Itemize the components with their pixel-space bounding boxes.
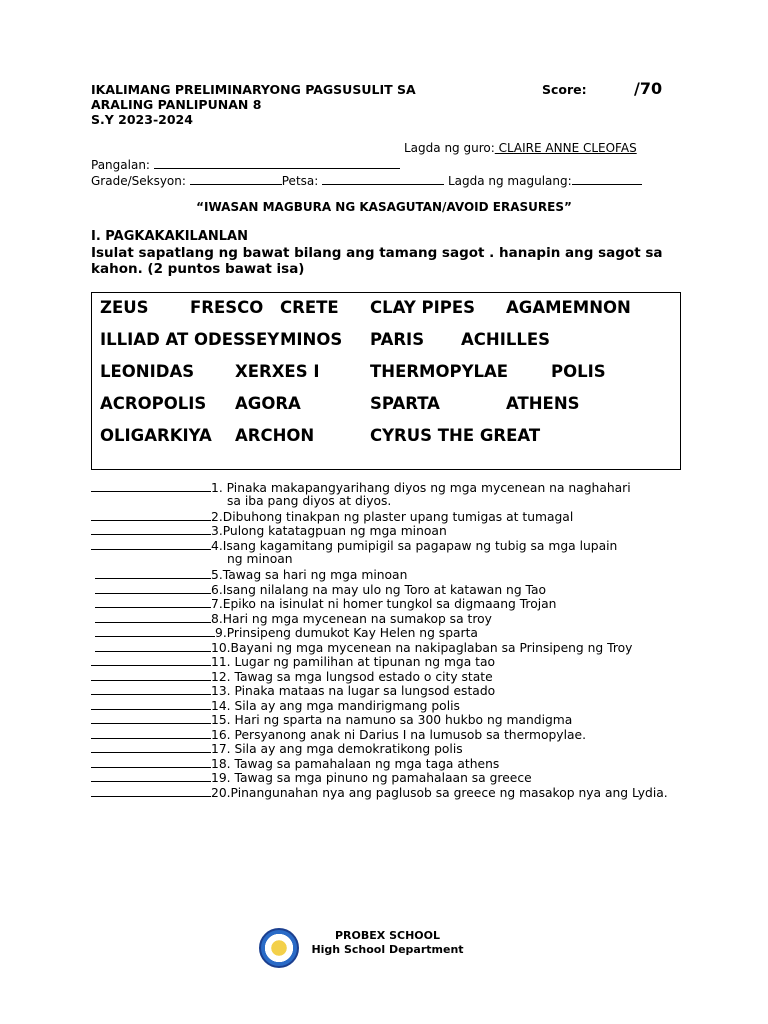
parent-label: Lagda ng magulang: <box>447 174 572 188</box>
question-item <box>91 480 631 495</box>
answer-blank[interactable] <box>91 712 211 724</box>
question-text: 10.Bayani ng mga mycenean na nakipaglaban sa Prinsipeng ng Troy <box>211 641 633 655</box>
answer-blank[interactable] <box>95 596 211 608</box>
answer-blank[interactable] <box>91 523 211 535</box>
word-bank-item: ACROPOLIS <box>100 394 207 413</box>
score-label: Score: <box>542 82 587 97</box>
answer-blank[interactable] <box>95 640 211 652</box>
word-bank-item: CLAY PIPES <box>370 298 475 317</box>
question-continuation: sa iba pang diyos at diyos. <box>227 494 392 508</box>
question-text: 8.Hari ng mga mycenean na sumakop sa troy <box>211 612 492 626</box>
word-bank-item: ACHILLES <box>461 330 551 349</box>
question-text: 3.Pulong katatagpuan ng mga minoan <box>211 524 447 538</box>
question-text: 13. Pinaka mataas na lugar sa lungsod estado <box>211 684 496 698</box>
question-continuation: ng minoan <box>227 552 293 566</box>
answer-blank[interactable] <box>91 509 211 521</box>
question-text: 7.Epiko na isinulat ni homer tungkol sa digmaang Trojan <box>211 597 557 611</box>
word-bank-item: PARIS <box>370 330 425 349</box>
answer-blank[interactable] <box>91 480 211 492</box>
question-text: 20.Pinangunahan nya ang paglusob sa greece ng masakop nya ang Lydia. <box>211 786 668 800</box>
question-item <box>91 727 586 742</box>
question-item <box>91 611 492 626</box>
teacher-name: CLAIRE ANNE CLEOFAS <box>494 141 637 155</box>
section-title: I. PAGKAKAKILANLAN <box>91 229 248 244</box>
question-text: 17. Sila ay ang mga demokratikong polis <box>211 742 463 756</box>
question-text: 12. Tawag sa mga lungsod estado o city state <box>211 670 493 684</box>
question-item <box>91 654 495 669</box>
answer-blank[interactable] <box>91 669 211 681</box>
grade-row <box>91 172 642 188</box>
word-bank-item: CYRUS THE GREAT <box>370 426 541 445</box>
question-item <box>91 770 532 785</box>
word-bank-item: MINOS <box>280 330 343 349</box>
question-item <box>91 567 407 582</box>
word-bank-item: AGORA <box>235 394 301 413</box>
question-text: 15. Hari ng sparta na namuno sa 300 hukbo ng mandigma <box>211 713 573 727</box>
exam-title-line2: ARALING PANLIPUNAN 8 <box>91 97 262 112</box>
question-text: 19. Tawag sa mga pinuno ng pamahalaan sa greece <box>211 771 532 785</box>
school-year: S.Y 2023-2024 <box>91 112 193 127</box>
word-bank-box <box>91 292 681 470</box>
answer-blank[interactable] <box>91 683 211 695</box>
answer-blank[interactable] <box>91 698 211 710</box>
question-item <box>91 582 546 597</box>
date-label: Petsa: <box>281 174 319 188</box>
answer-blank[interactable] <box>95 582 211 594</box>
answer-blank[interactable] <box>91 785 211 797</box>
question-text: 16. Persyanong anak ni Darius I na lumusob sa thermopylae. <box>211 728 586 742</box>
word-bank-item: CRETE <box>280 298 339 317</box>
question-item <box>91 523 447 538</box>
word-bank-item: THERMOPYLAE <box>370 362 509 381</box>
word-bank-item: ATHENS <box>506 394 580 413</box>
word-bank-item: FRESCO <box>190 298 264 317</box>
answer-blank[interactable] <box>95 611 211 623</box>
question-item <box>91 698 460 713</box>
teacher-label: Lagda ng guro: <box>404 141 495 155</box>
question-item <box>91 509 573 524</box>
question-item <box>91 538 617 553</box>
question-text: 18. Tawag sa pamahalaan ng mga taga athens <box>211 757 500 771</box>
question-item <box>91 785 668 800</box>
question-item <box>91 625 478 640</box>
answer-blank[interactable] <box>91 741 211 753</box>
answer-blank[interactable] <box>91 756 211 768</box>
instruction-line1: Isulat sapatlang ng bawat bilang ang tamang sagot . hanapin ang sagot sa <box>91 245 663 261</box>
question-item <box>91 712 572 727</box>
grade-label: Grade/Seksyon: <box>91 174 186 188</box>
question-text: 1. Pinaka makapangyarihang diyos ng mga mycenean na naghahari <box>211 481 631 495</box>
word-bank-item: ARCHON <box>235 426 315 445</box>
word-bank-item: ZEUS <box>100 298 149 317</box>
question-text: 9.Prinsipeng dumukot Kay Helen ng sparta <box>215 626 478 640</box>
exam-title-line1: IKALIMANG PRELIMINARYONG PAGSUSULIT SA <box>91 82 416 97</box>
word-bank-item: LEONIDAS <box>100 362 195 381</box>
parent-blank[interactable] <box>572 172 642 185</box>
question-item <box>91 741 463 756</box>
avoid-erasures-banner: “IWASAN MAGBURA NG KASAGUTAN/AVOID ERASURES” <box>196 200 572 214</box>
question-item <box>91 683 495 698</box>
word-bank-item: POLIS <box>551 362 606 381</box>
question-text: 5.Tawag sa hari ng mga minoan <box>211 568 408 582</box>
word-bank-item: OLIGARKIYA <box>100 426 212 445</box>
question-item <box>91 669 493 684</box>
name-label: Pangalan: <box>91 158 150 172</box>
answer-blank[interactable] <box>91 654 211 666</box>
school-name: PROBEX SCHOOL <box>334 929 440 942</box>
word-bank-item: AGAMEMNON <box>506 298 631 317</box>
answer-blank[interactable] <box>95 567 211 579</box>
question-item <box>91 640 632 655</box>
date-blank[interactable] <box>322 172 444 185</box>
word-bank-item: SPARTA <box>370 394 440 413</box>
word-bank-item: ILLIAD AT ODESSEY <box>100 330 280 349</box>
question-text: 11. Lugar ng pamilihan at tipunan ng mga tao <box>211 655 496 669</box>
department-name: High School Department <box>311 943 464 956</box>
question-text: 4.Isang kagamitang pumipigil sa pagapaw ng tubig sa mga lupain <box>211 539 618 553</box>
answer-blank[interactable] <box>95 625 215 637</box>
answer-blank[interactable] <box>91 770 211 782</box>
question-text: 6.Isang nilalang na may ulo ng Toro at katawan ng Tao <box>211 583 547 597</box>
word-bank-item: XERXES I <box>235 362 320 381</box>
question-text: 2.Dibuhong tinakpan ng plaster upang tumigas at tumagal <box>211 510 574 524</box>
name-blank[interactable] <box>154 156 400 169</box>
question-item <box>91 596 556 611</box>
school-seal-icon <box>259 928 299 968</box>
grade-blank[interactable] <box>190 172 282 185</box>
question-text: 14. Sila ay ang mga mandirigmang polis <box>211 699 460 713</box>
answer-blank[interactable] <box>91 727 211 739</box>
question-item <box>91 756 499 771</box>
instruction-line2: kahon. (2 puntos bawat isa) <box>91 261 305 277</box>
score-total: /70 <box>634 79 663 98</box>
teacher-signature-row <box>404 141 637 155</box>
answer-blank[interactable] <box>91 538 211 550</box>
name-row <box>91 156 400 172</box>
